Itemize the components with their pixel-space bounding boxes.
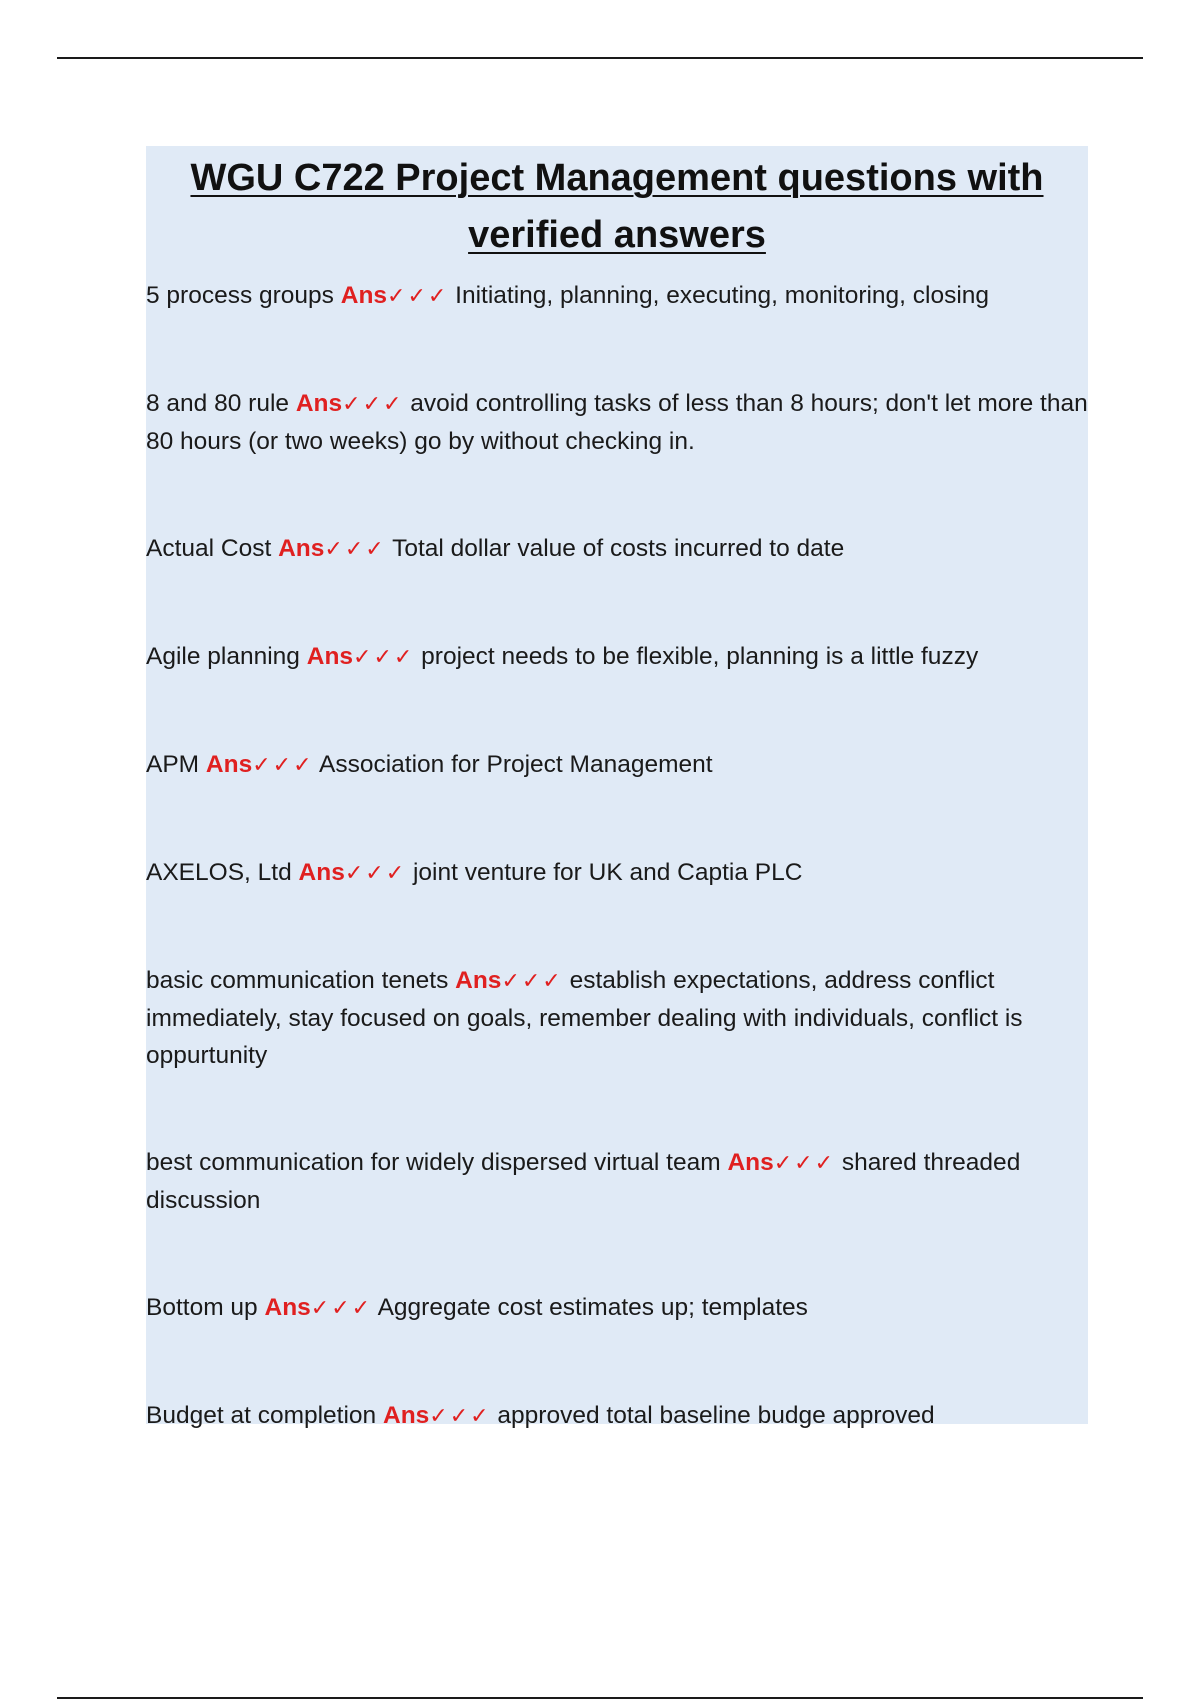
ans-marker: Ans [455, 967, 502, 994]
qa-entry [146, 277, 1088, 315]
qa-answer: project needs to be flexible, planning is a little fuzzy [421, 643, 979, 670]
ans-marker: Ans [383, 1402, 430, 1429]
ans-marker: Ans [295, 390, 343, 417]
qa-answer: avoid controlling tasks of less than 8 hours; don't let more than 80 hours (or two weeks) go by without checking in. [146, 390, 1088, 455]
check-marks-icon: ✓✓✓ [429, 1404, 491, 1429]
check-marks-icon: ✓✓✓ [387, 284, 449, 309]
qa-answer: joint venture for UK and Captia PLC [412, 859, 803, 886]
qa-entry [146, 1289, 1088, 1327]
check-marks-icon: ✓✓✓ [501, 969, 563, 994]
qa-term: AXELOS, Ltd [146, 859, 292, 886]
qa-answer: Association for Project Management [318, 751, 713, 778]
qa-entry [146, 530, 1088, 568]
check-marks-icon: ✓✓✓ [353, 645, 415, 670]
qa-answer: Total dollar value of costs incurred to date [392, 535, 845, 562]
qa-answer: establish expectations, address conflict immediately, stay focused on goals, remember dealing with individuals, conflict is oppurtunity [146, 967, 1023, 1069]
title-line-2: verified answers [468, 214, 766, 256]
check-marks-icon: ✓✓✓ [344, 861, 407, 886]
qa-term: Actual Cost [146, 535, 272, 562]
qa-answer: approved total baseline budge approved [497, 1402, 935, 1429]
qa-term: best communication for widely dispersed virtual team [146, 1149, 721, 1176]
qa-term: 8 and 80 rule [146, 390, 290, 417]
qa-entry [146, 1397, 1088, 1435]
qa-answer: Aggregate cost estimates up; templates [377, 1294, 808, 1321]
check-marks-icon: ✓✓✓ [773, 1151, 836, 1176]
qa-entry [146, 385, 1088, 460]
check-marks-icon: ✓✓✓ [310, 1296, 373, 1321]
qa-entry [146, 962, 1088, 1074]
qa-term: basic communication tenets [146, 967, 449, 994]
qa-term: Agile planning [146, 643, 300, 670]
footer-rule [57, 1697, 1143, 1699]
check-marks-icon: ✓✓✓ [324, 537, 386, 562]
qa-entry [146, 1144, 1088, 1219]
qa-answer: Initiating, planning, executing, monitoring, closing [455, 282, 990, 309]
ans-marker: Ans [727, 1149, 774, 1176]
qa-term: APM [146, 751, 200, 778]
content-panel [146, 146, 1088, 1429]
qa-term: Budget at completion [146, 1402, 377, 1429]
check-marks-icon: ✓✓✓ [252, 753, 314, 778]
document-title [146, 146, 1088, 264]
qa-entry [146, 638, 1088, 676]
qa-entry [146, 854, 1088, 892]
title-line-1: WGU C722 Project Management questions with [190, 157, 1044, 199]
qa-term: 5 process groups [146, 282, 334, 309]
ans-marker: Ans [298, 859, 345, 886]
qa-term: Bottom up [146, 1294, 258, 1321]
qa-entry [146, 746, 1088, 784]
check-marks-icon: ✓✓✓ [342, 392, 404, 417]
ans-marker: Ans [264, 1294, 311, 1321]
header-rule [57, 57, 1143, 59]
ans-marker: Ans [340, 282, 388, 309]
ans-marker: Ans [278, 535, 325, 562]
qa-answer: shared threaded discussion [146, 1149, 1021, 1214]
ans-marker: Ans [205, 751, 253, 778]
ans-marker: Ans [306, 643, 354, 670]
